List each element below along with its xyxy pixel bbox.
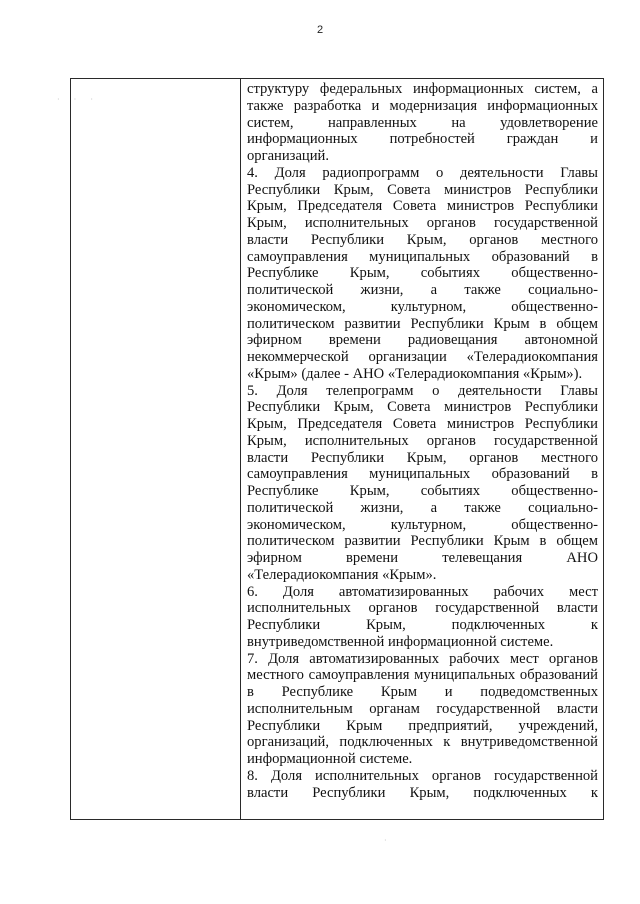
scan-artifact-mark: ·: [384, 836, 387, 845]
paragraph-item-7: 7. Доля автоматизированных рабочих мест органов местного самоуправления муниципальных образований в Республике Крым и подведомственных исполнительным органам государственной власти Республики Крым предприятий, учреждений, организаций, подключенных к внутриведомственной информационной системе.: [247, 650, 598, 767]
paragraph-item-6: 6. Доля автоматизированных рабочих мест исполнительных органов государственной власти Республики Крым, подключенных к внутриведомственной информационной системе.: [247, 583, 598, 650]
paragraph-item-8: 8. Доля исполнительных органов государственной власти Республики Крым, подключенных к: [247, 767, 598, 801]
paragraph-continuation: структуру федеральных информационных систем, а также разработка и модернизация информационных систем, направленных на удовлетворение информационных потребностей граждан и организаций.: [247, 81, 598, 164]
paragraph-item-4: 4. Доля радиопрограмм о деятельности Главы Республики Крым, Совета министров Республики Крым, Председателя Совета министров Республики Крым, исполнительных органов государственной власти Республики Крым, органов местного самоуправления муниципальных образований в Республике Крым, событиях общественно-политической жизни, а также социально-экономическом, культурном, общественно-политическом развитии Республики Крым в общем эфирном времени радиовещания автономной некоммерческой организации «Телерадиокомпания «Крым» (далее - АНО «Телерадиокомпания «Крым»).: [247, 164, 598, 382]
table-left-column: [57, 79, 241, 819]
page-number: 2: [316, 24, 324, 36]
document-table: [57, 78, 604, 820]
table-right-column: [241, 79, 603, 819]
scan-artifact: · · ·: [57, 95, 99, 104]
paragraph-item-5: 5. Доля телепрограмм о деятельности Главы Республики Крым, Совета министров Республики Крым, Председателя Совета министров Республики Крым, исполнительных органов государственной власти Республики Крым, органов местного самоуправления муниципальных образований в Республике Крым, событиях общественно-политической жизни, а также социально-экономическом, культурном, общественно-политическом развитии Республики Крым в общем эфирном времени телевещания АНО «Телерадиокомпания «Крым».: [247, 382, 598, 583]
